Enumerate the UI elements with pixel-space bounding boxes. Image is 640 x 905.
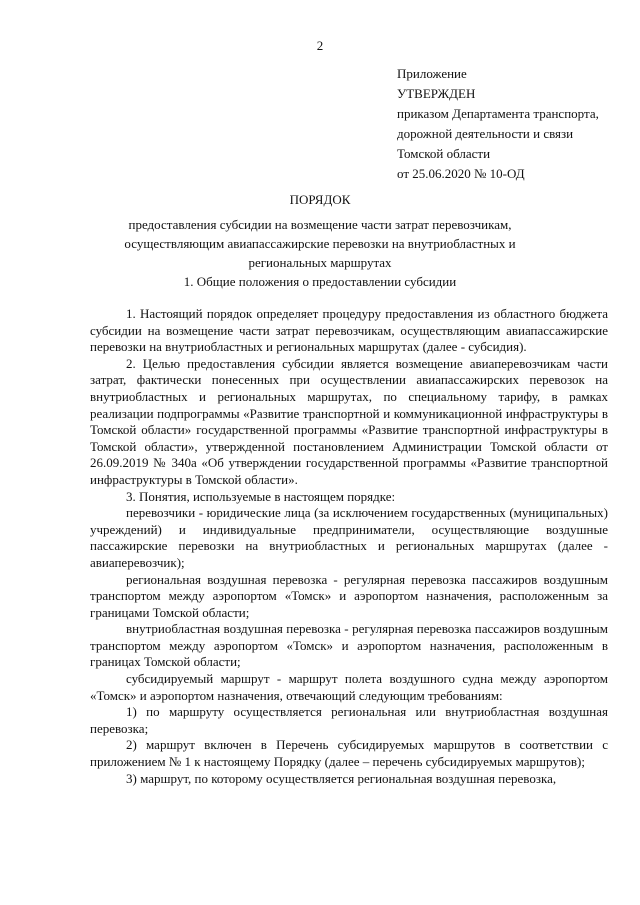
- approval-line: УТВЕРЖДЕН: [397, 86, 476, 101]
- document-subtitle: предоставления субсидии на возмещение части затрат перевозчикам, осуществляющим авиапассажирские перевозки на внутриобластных и региональных маршрутах: [124, 216, 516, 270]
- paragraph: субсидируемый маршрут - маршрут полета воздушного судна между аэропортом «Томск» и аэропортом назначения, отвечающий следующим требованиям:: [90, 671, 608, 703]
- document-body: [90, 306, 608, 787]
- paragraph: региональная воздушная перевозка - регулярная перевозка пассажиров воздушным транспортом между аэропортом «Томск» и аэропортом назначения, расположенным за границами Томской области;: [90, 571, 608, 620]
- document-heading: [90, 192, 550, 272]
- paragraph: 3. Понятия, используемые в настоящем порядке:: [126, 488, 396, 504]
- paragraph: 2. Целью предоставления субсидии является возмещение авиаперевозчикам части затрат, фактически понесенных при осуществлении авиапассажирских перевозок на внутриобластных и региональных маршрутах, по специальному тарифу, в рамках реализации подпрограммы «Развитие транспортной и коммуникационной инфраструктуры в Томской области» государственной программы «Развитие транспортной инфраструктуры в Томской области», утвержденной постановлением Администрации Томской области от 26.09.2019 № 340а «Об утверждении государственной программы «Развитие транспортной инфраструктуры в Томской области».: [90, 355, 608, 487]
- approval-line: приказом Департамента транспорта,: [397, 106, 599, 121]
- document-title: ПОРЯДОК: [289, 192, 351, 207]
- paragraph: внутриобластная воздушная перевозка - регулярная перевозка пассажиров воздушным транспортом между аэропортом «Томск» и аэропортом назначения, расположенным в границах Томской области;: [90, 621, 608, 670]
- approval-line: дорожной деятельности и связи: [397, 126, 574, 141]
- paragraph: 3) маршрут, по которому осуществляется региональная воздушная перевозка,: [126, 770, 557, 786]
- page-number: 2: [316, 38, 324, 53]
- approval-line: Приложение: [397, 66, 467, 81]
- paragraph: 1) по маршруту осуществляется региональная или внутриобластная воздушная перевозка;: [90, 704, 608, 736]
- paragraph: 2) маршрут включен в Перечень субсидируемых маршрутов в соответствии с приложением № 1 к настоящему Порядку (далее – перечень субсидируемых маршрутов);: [90, 737, 608, 770]
- approval-line: от 25.06.2020 № 10-ОД: [397, 166, 525, 181]
- section-title: 1. Общие положения о предоставлении субсидии: [183, 274, 457, 289]
- paragraph: 1. Настоящий порядок определяет процедуру предоставления из областного бюджета субсидии на возмещение части затрат перевозчикам, осуществляющим авиапассажирские перевозки на внутриобластных и региональных маршрутах (далее - субсидия).: [90, 306, 608, 355]
- approval-block: [397, 64, 632, 184]
- paragraph: перевозчики - юридические лица (за исключением государственных (муниципальных) учреждений) и индивидуальные предприниматели, осуществляющие воздушные пассажирские перевозки на внутриобластных и региональных маршрутах (далее - авиаперевозчик);: [90, 505, 608, 570]
- approval-line: Томской области: [397, 146, 491, 161]
